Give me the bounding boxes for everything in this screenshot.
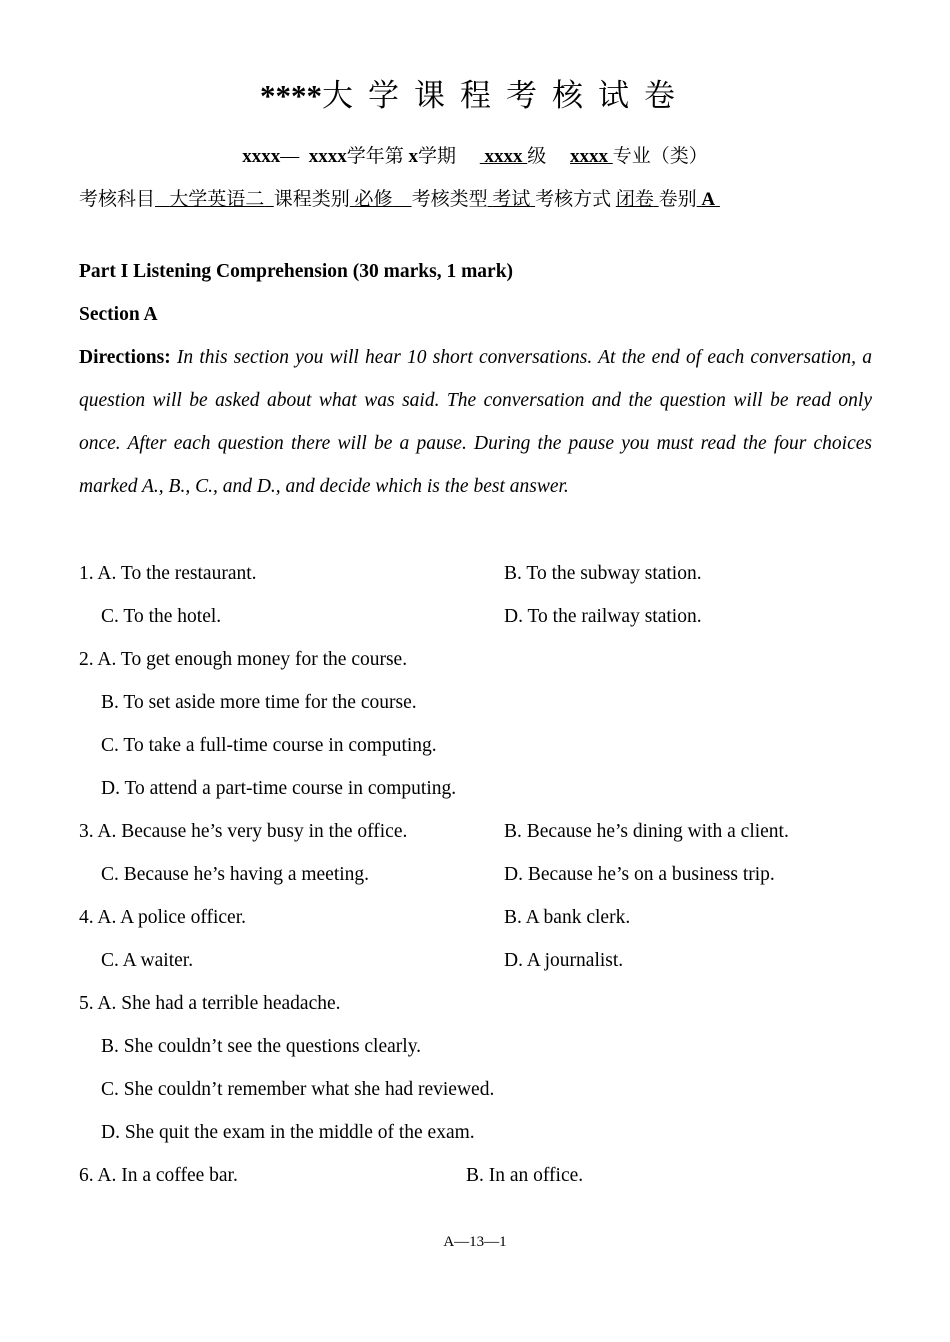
paper-label: 卷别 xyxy=(658,189,697,210)
subject-value: 大学英语二 xyxy=(169,189,265,210)
q2-option-a: 2. A. To get enough money for the course. xyxy=(79,649,408,670)
major-value: xxxx xyxy=(570,146,609,167)
q5-option-a: 5. A. She had a terrible headache. xyxy=(79,993,341,1014)
q5-option-b: B. She couldn’t see the questions clearly. xyxy=(101,1036,422,1057)
q4-option-b: B. A bank clerk. xyxy=(504,907,631,928)
q4-option-d: D. A journalist. xyxy=(504,950,624,971)
q3-option-b: B. Because he’s dining with a client. xyxy=(504,821,789,842)
term-number: x xyxy=(408,146,418,167)
q3-option-d: D. Because he’s on a business trip. xyxy=(504,864,775,885)
q5-option-c: C. She couldn’t remember what she had reviewed. xyxy=(101,1079,495,1100)
q4-option-a: 4. A. A police officer. xyxy=(79,907,246,928)
grade-label: 级 xyxy=(527,146,547,167)
directions-label: Directions: xyxy=(79,347,171,368)
exam-type-value: 考试 xyxy=(492,189,531,210)
academic-term-line xyxy=(0,142,950,172)
exam-method-value: 闭卷 xyxy=(615,189,654,210)
q2-option-d: D. To attend a part-time course in computing. xyxy=(101,778,457,799)
q1-option-d: D. To the railway station. xyxy=(504,606,702,627)
exam-method-label: 考核方式 xyxy=(535,189,612,210)
title-text: 大学课程考核试卷 xyxy=(322,78,690,113)
year-end: xxxx xyxy=(308,146,347,167)
exam-type-label: 考核类型 xyxy=(411,189,488,210)
grade-value: xxxx xyxy=(484,146,523,167)
q4-option-c: C. A waiter. xyxy=(101,950,194,971)
title-stars: **** xyxy=(260,78,322,113)
q1-option-a: 1. A. To the restaurant. xyxy=(79,563,257,584)
q2-option-c: C. To take a full-time course in computing. xyxy=(101,735,437,756)
exam-info-line xyxy=(79,185,874,215)
year-dash: — xyxy=(280,146,300,167)
q1-option-b: B. To the subway station. xyxy=(504,563,702,584)
q3-option-c: C. Because he’s having a meeting. xyxy=(101,864,370,885)
q6-option-b: B. In an office. xyxy=(466,1165,584,1186)
part-heading: Part I Listening Comprehension (30 marks, 1 mark) xyxy=(79,261,514,282)
q6-option-a: 6. A. In a coffee bar. xyxy=(79,1165,238,1186)
page-title xyxy=(0,76,950,116)
paper-value: A xyxy=(701,189,716,210)
section-heading: Section A xyxy=(79,304,158,325)
q2-option-b: B. To set aside more time for the course. xyxy=(101,692,417,713)
course-type-value: 必修 xyxy=(354,189,393,210)
year-label: 学年第 xyxy=(346,146,404,167)
q1-option-c: C. To the hotel. xyxy=(101,606,222,627)
page-number: A—13—1 xyxy=(443,1234,507,1250)
major-label: 专业（类） xyxy=(612,146,708,167)
q3-option-a: 3. A. Because he’s very busy in the office. xyxy=(79,821,408,842)
year-start: xxxx xyxy=(242,146,281,167)
q5-option-d: D. She quit the exam in the middle of the exam. xyxy=(101,1122,475,1143)
course-type-label: 课程类别 xyxy=(273,189,350,210)
directions-text: In this section you will hear 10 short conversations. At the end of each conversation, a question will be asked about what was said. The conversation and the question will be read only once. After each question there will be a pause. During the pause you must read the four choices marked A., B., C., and D., and decide which is the best answer. xyxy=(79,347,872,497)
term-label: 学期 xyxy=(417,146,456,167)
subject-label: 考核科目 xyxy=(79,189,156,210)
directions xyxy=(79,336,872,508)
